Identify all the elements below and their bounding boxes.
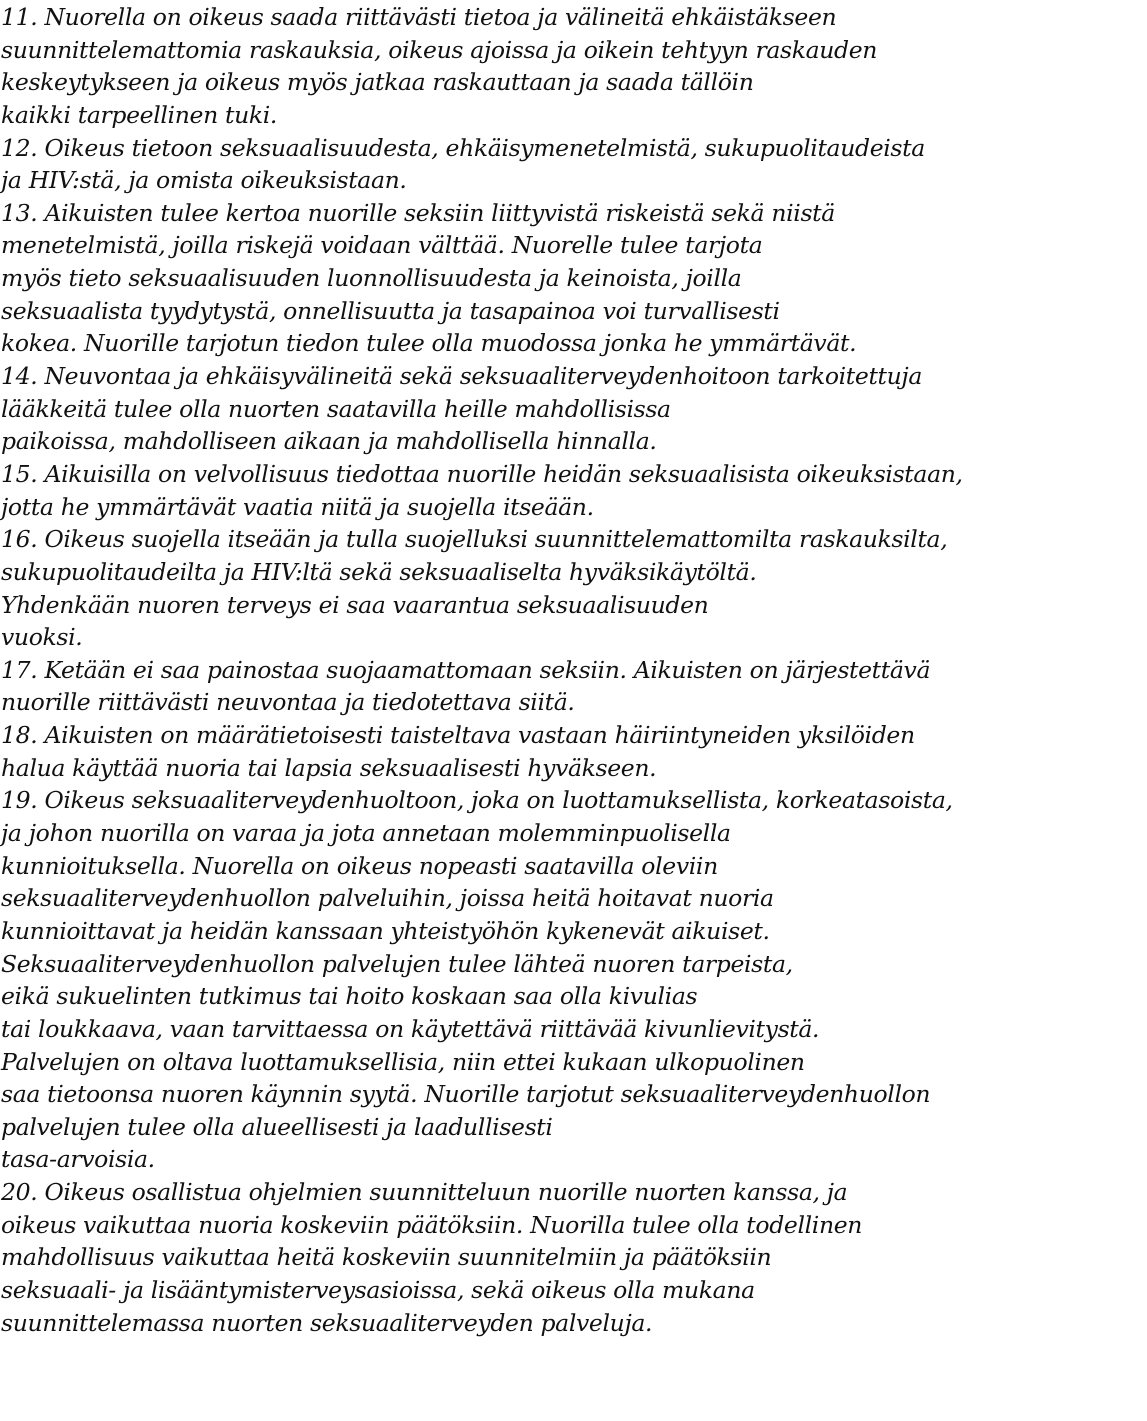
text-line: 19. Oikeus seksuaaliterveydenhuoltoon, joka on luottamuksellista, korkeatasoista,	[1, 786, 953, 815]
text-line: ja HIV:stä, ja omista oikeuksistaan.	[1, 166, 407, 195]
text-line: kokea. Nuorille tarjotun tiedon tulee olla muodossa jonka he ymmärtävät.	[1, 329, 857, 358]
text-line: 14. Neuvontaa ja ehkäisyvälineitä sekä seksuaaliterveydenhoitoon tarkoitettuja	[1, 362, 923, 391]
text-line: myös tieto seksuaalisuuden luonnollisuudesta ja keinoista, joilla	[1, 264, 742, 293]
text-line: palvelujen tulee olla alueellisesti ja laadullisesti	[1, 1112, 553, 1141]
text-line: kaikki tarpeellinen tuki.	[1, 100, 278, 129]
text-line: oikeus vaikuttaa nuoria koskeviin päätöksiin. Nuorilla tulee olla todellinen	[1, 1210, 863, 1239]
text-line: 12. Oikeus tietoon seksuaalisuudesta, ehkäisymenetelmistä, sukupuolitaudeista	[1, 133, 925, 162]
text-line: 18. Aikuisten on määrätietoisesti taisteltava vastaan häiriintyneiden yksilöiden	[1, 721, 915, 750]
text-line: halua käyttää nuoria tai lapsia seksuaalisesti hyväkseen.	[1, 753, 657, 782]
text-line: nuorille riittävästi neuvontaa ja tiedotettava siitä.	[1, 688, 575, 717]
text-line: Palvelujen on oltava luottamuksellisia, niin ettei kukaan ulkopuolinen	[1, 1047, 805, 1076]
text-line: tai loukkaava, vaan tarvittaessa on käytettävä riittävää kivunlievitystä.	[1, 1014, 820, 1043]
document-text	[1, 1, 1141, 1339]
text-line: kunnioituksella. Nuorella on oikeus nopeasti saatavilla oleviin	[1, 851, 718, 880]
text-line: ja johon nuorilla on varaa ja jota annetaan molemminpuolisella	[1, 819, 731, 848]
text-line: seksuaalista tyydytystä, onnellisuutta ja tasapainoa voi turvallisesti	[1, 296, 780, 325]
text-line: mahdollisuus vaikuttaa heitä koskeviin suunnitelmiin ja päätöksiin	[1, 1243, 772, 1272]
text-line: keskeytykseen ja oikeus myös jatkaa raskauttaan ja saada tällöin	[1, 68, 754, 97]
text-line: kunnioittavat ja heidän kanssaan yhteistyöhön kykenevät aikuiset.	[1, 916, 770, 945]
text-line: suunnittelemassa nuorten seksuaaliterveyden palveluja.	[1, 1308, 653, 1337]
text-line: Seksuaaliterveydenhuollon palvelujen tulee lähteä nuoren tarpeista,	[1, 949, 793, 978]
text-line: lääkkeitä tulee olla nuorten saatavilla heille mahdollisissa	[1, 394, 671, 423]
text-line: paikoissa, mahdolliseen aikaan ja mahdollisella hinnalla.	[1, 427, 657, 456]
text-line: seksuaaliterveydenhuollon palveluihin, joissa heitä hoitavat nuoria	[1, 884, 774, 913]
text-line: 17. Ketään ei saa painostaa suojaamattomaan seksiin. Aikuisten on järjestettävä	[1, 655, 931, 684]
text-line: suunnittelemattomia raskauksia, oikeus ajoissa ja oikein tehtyyn raskauden	[1, 35, 878, 64]
text-line: saa tietoonsa nuoren käynnin syytä. Nuorille tarjotut seksuaaliterveydenhuollon	[1, 1080, 931, 1109]
text-line: 16. Oikeus suojella itseään ja tulla suojelluksi suunnittelemattomilta raskauksilta,	[1, 525, 948, 554]
text-line: 15. Aikuisilla on velvollisuus tiedottaa nuorille heidän seksuaalisista oikeuksistaan,	[1, 459, 963, 488]
text-line: eikä sukuelinten tutkimus tai hoito koskaan saa olla kivulias	[1, 982, 698, 1011]
text-line: Yhdenkään nuoren terveys ei saa vaarantua seksuaalisuuden	[1, 590, 709, 619]
text-line: sukupuolitaudeilta ja HIV:ltä sekä seksuaaliselta hyväksikäytöltä.	[1, 557, 757, 586]
text-line: 11. Nuorella on oikeus saada riittävästi tietoa ja välineitä ehkäistäkseen	[1, 3, 837, 31]
text-line: 13. Aikuisten tulee kertoa nuorille seksiin liittyvistä riskeistä sekä niistä	[1, 198, 835, 227]
text-line: tasa-arvoisia.	[1, 1145, 155, 1174]
text-line: menetelmistä, joilla riskejä voidaan välttää. Nuorelle tulee tarjota	[1, 231, 763, 260]
text-line: seksuaali- ja lisääntymisterveysasioissa, sekä oikeus olla mukana	[1, 1275, 755, 1304]
text-line: jotta he ymmärtävät vaatia niitä ja suojella itseään.	[1, 492, 594, 521]
text-line: vuoksi.	[1, 623, 83, 652]
text-line: 20. Oikeus osallistua ohjelmien suunnitteluun nuorille nuorten kanssa, ja	[1, 1178, 848, 1207]
